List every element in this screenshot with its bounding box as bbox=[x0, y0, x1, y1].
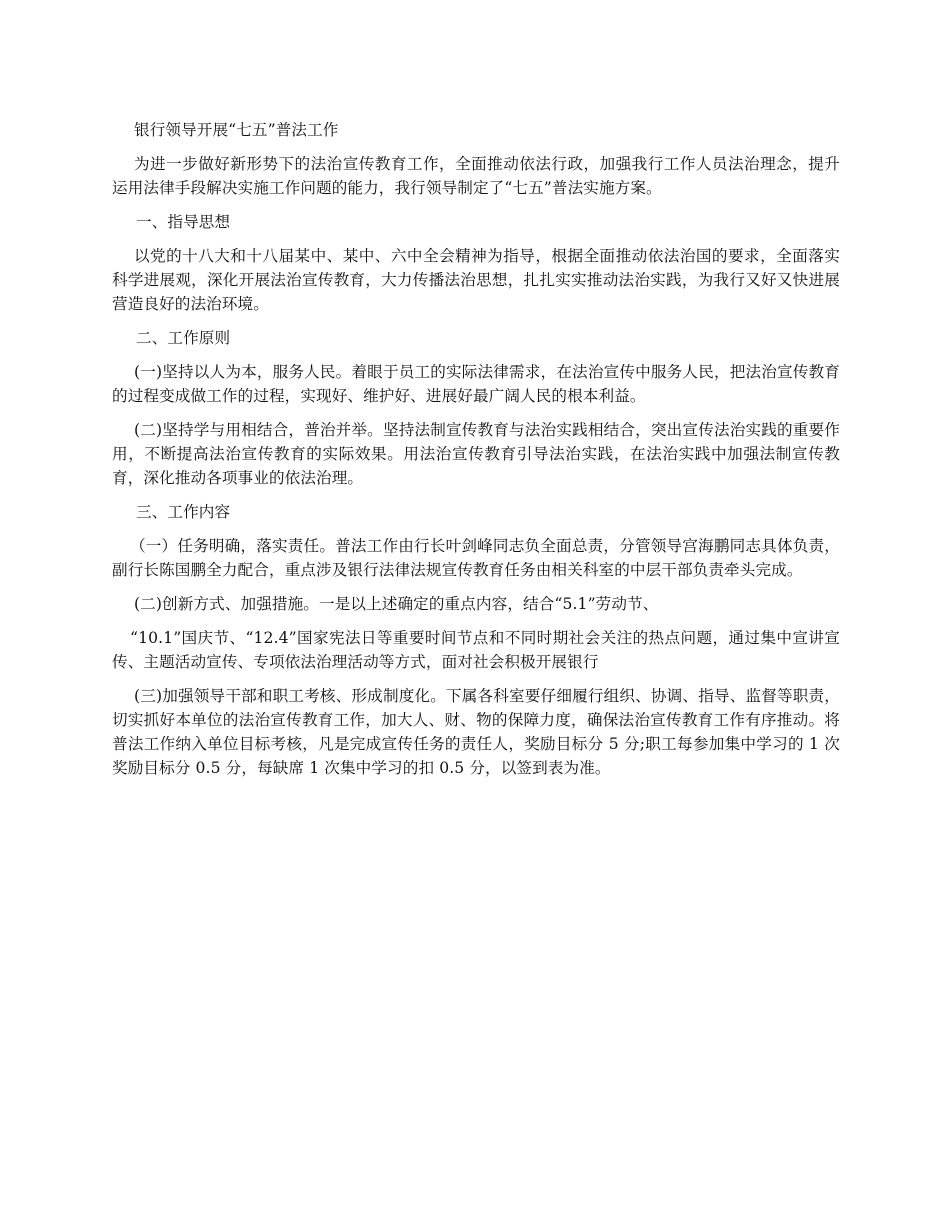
content-two-paragraph: (二)创新方式、加强措施。一是以上述确定的重点内容，结合“5.1”劳动节、 bbox=[134, 595, 659, 613]
document-page bbox=[112, 118, 840, 790]
section-heading-guiding-ideology: 一、指导思想 bbox=[136, 213, 231, 231]
document-title: 银行领导开展“七五”普法工作 bbox=[134, 121, 339, 139]
intro-paragraph: 为进一步做好新形势下的法治宣传教育工作，全面推动依法行政，加强我行工作人员法治理念，提升运用法律手段解决实施工作问题的能力，我行领导制定了“七五”普法实施方案。 bbox=[112, 155, 840, 197]
content-three-paragraph: (三)加强领导干部和职工考核、形成制度化。下属各科室要仔细履行组织、协调、指导、监督等职责，切实抓好本单位的法治宣传教育工作，加大人、财、物的保障力度，确保法治宣传教育工作有序推动。将普法工作纳入单位目标考核，凡是完成宣传任务的责任人，奖励目标分 5 分;职工每参加集中学习的 1 次奖励目标分 0.5 分，每缺席 1 次集中学习的扣 0.5 分，以签到表为准。 bbox=[112, 687, 840, 777]
principle-one-paragraph: (一)坚持以人为本，服务人民。着眼于员工的实际法律需求，在法治宣传中服务人民，把法治宣传教育的过程变成做工作的过程，实现好、维护好、进展好最广阔人民的根本利益。 bbox=[112, 363, 840, 405]
content-two-continued-paragraph: “10.1”国庆节、“12.4”国家宪法日等重要时间节点和不同时期社会关注的热点问题，通过集中宣讲宣传、主题活动宣传、专项依法治理活动等方式，面对社会积极开展银行 bbox=[112, 629, 840, 671]
section-heading-work-content: 三、工作内容 bbox=[136, 503, 231, 521]
principle-two-paragraph: (二)坚持学与用相结合，普治并举。坚持法制宣传教育与法治实践相结合，突出宣传法治实践的重要作用，不断提高法治宣传教育的实际效果。用法治宣传教育引导法治实践，在法治实践中加强法制宣传教育，深化推动各项事业的依法治理。 bbox=[112, 421, 840, 487]
guiding-ideology-paragraph: 以党的十八大和十八届某中、某中、六中全会精神为指导，根据全面推动依法治国的要求，全面落实科学进展观，深化开展法治宣传教育，大力传播法治思想，扎扎实实推动法治实践，为我行又好又快进展营造良好的法治环境。 bbox=[112, 247, 840, 313]
content-one-paragraph: （一）任务明确，落实责任。普法工作由行长叶剑峰同志负全面总责，分管领导宫海鹏同志具体负责，副行长陈国鹏全力配合，重点涉及银行法律法规宣传教育任务由相关科室的中层干部负责牵头完成。 bbox=[112, 537, 840, 579]
section-heading-work-principles: 二、工作原则 bbox=[136, 329, 231, 347]
